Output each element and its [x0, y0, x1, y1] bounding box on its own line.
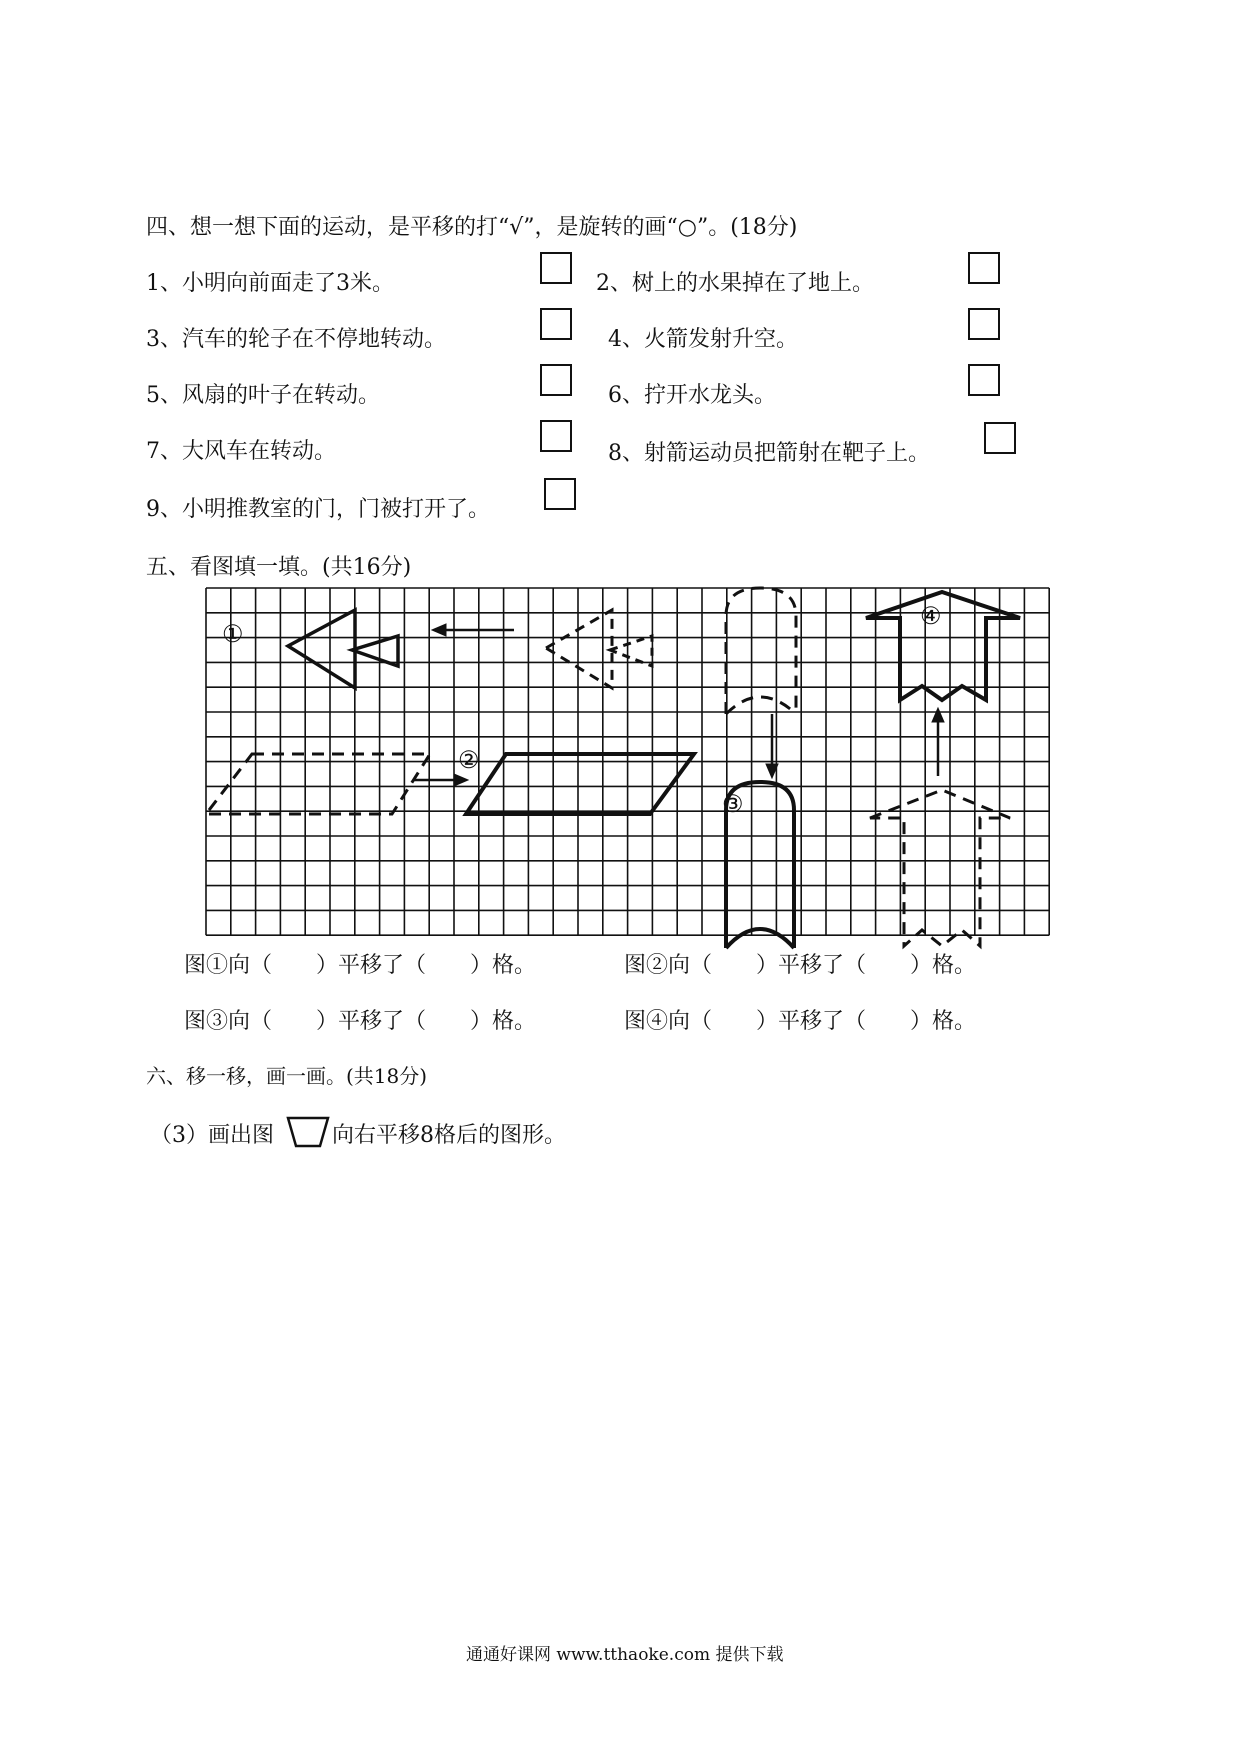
figure2-moved-parallelogram	[466, 754, 694, 814]
section6-title: 六、移一移，画一画。(共18分)	[146, 1064, 428, 1088]
question-4: 4、火箭发射升空。	[608, 327, 798, 352]
section4-title: 四、想一想下面的运动，是平移的打“√”，是旋转的画“○”。(18分)	[146, 215, 798, 240]
figure1-label: ①	[222, 620, 244, 648]
question-2: 2、树上的水果掉在了地上。	[596, 271, 874, 296]
figure2-label: ②	[458, 746, 480, 774]
figure1-large-triangle	[288, 610, 355, 688]
figure4-moved-arrow	[866, 592, 1020, 700]
figure3-label: ③	[722, 790, 744, 818]
question-6: 6、拧开水龙头。	[608, 383, 776, 408]
figure2-arrowhead	[454, 774, 468, 786]
question-1: 1、小明向前面走了3米。	[146, 271, 394, 296]
fill-figure4[interactable]: 图④向（ ）平移了（ ）格。	[624, 1009, 977, 1034]
figure1-arrowhead	[432, 624, 446, 636]
fill-figure3[interactable]: 图③向（ ）平移了（ ）格。	[184, 1009, 537, 1034]
figure4-label: ④	[920, 602, 942, 630]
section6-item3-prefix: （3）画出图	[150, 1123, 274, 1148]
question-3: 3、汽车的轮子在不停地转动。	[146, 327, 446, 352]
figure4-arrowhead	[932, 708, 944, 722]
question-9: 9、小明推教室的门，门被打开了。	[146, 497, 490, 522]
question-7: 7、大风车在转动。	[146, 439, 336, 464]
figure3-original-arch	[726, 588, 796, 714]
trapezoid-icon	[286, 1114, 330, 1150]
figure1-original-small-triangle	[610, 636, 652, 666]
figure2-original-parallelogram	[206, 754, 430, 814]
fill-figure2[interactable]: 图②向（ ）平移了（ ）格。	[624, 953, 977, 978]
figure1-small-triangle	[352, 636, 398, 666]
section6-item3-suffix: 向右平移8格后的图形。	[332, 1123, 566, 1148]
section5-title: 五、看图填一填。(共16分)	[146, 555, 412, 580]
fill-figure1[interactable]: 图①向（ ）平移了（ ）格。	[184, 953, 537, 978]
figure4-original-arrow	[870, 790, 1010, 946]
footer-text: 通通好课网 www.tthaoke.com 提供下载	[466, 1645, 784, 1665]
question-5: 5、风扇的叶子在转动。	[146, 383, 380, 408]
question-8: 8、射箭运动员把箭射在靶子上。	[608, 441, 930, 466]
